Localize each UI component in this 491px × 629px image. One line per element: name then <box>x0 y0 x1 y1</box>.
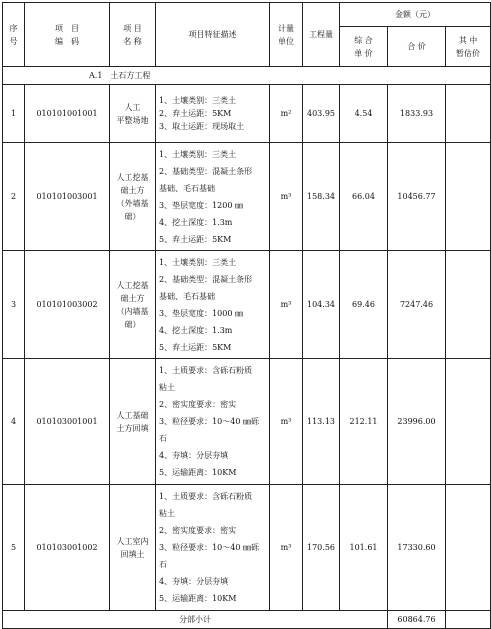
row-qty: 158.34 <box>303 143 340 251</box>
row-unit-price: 4.54 <box>340 85 388 143</box>
row-code: 010101003002 <box>25 251 110 359</box>
header-name: 项 目 名 称 <box>110 3 156 67</box>
row-unit: m³ <box>270 359 303 485</box>
row-code: 010101001001 <box>25 85 110 143</box>
row-provisional <box>446 85 491 143</box>
header-provisional: 其 中 暂估价 <box>446 27 491 67</box>
row-provisional <box>446 143 491 251</box>
row-provisional <box>446 485 491 611</box>
row-total: 1833.93 <box>388 85 446 143</box>
header-seq: 序 号 <box>3 3 25 67</box>
row-code: 010103001001 <box>25 359 110 485</box>
subtotal-label: 分部小计 <box>3 611 388 629</box>
row-code: 010101003001 <box>25 143 110 251</box>
table-row <box>3 485 491 611</box>
table-row <box>3 359 491 485</box>
table-row <box>3 85 491 143</box>
row-provisional <box>446 251 491 359</box>
row-total: 10456.77 <box>388 143 446 251</box>
row-unit: m³ <box>270 143 303 251</box>
row-qty: 403.95 <box>303 85 340 143</box>
row-name: 人工 平整场地 <box>110 85 156 143</box>
row-qty: 104.34 <box>303 251 340 359</box>
row-unit-price: 69.46 <box>340 251 388 359</box>
row-desc: 1、土质要求：含砾石粉质 粘土 2、密实度要求：密实 3、粒径要求：10～40 ㎜砾 石 4、夯填：分层夯填 5、运输距离：10KM <box>156 485 270 611</box>
section-title: A.1 土石方工程 <box>3 67 491 85</box>
row-name: 人工室内 回填土 <box>110 485 156 611</box>
row-seq: 4 <box>3 359 25 485</box>
row-unit-price: 101.61 <box>340 485 388 611</box>
table-row <box>3 251 491 359</box>
row-unit: m³ <box>270 485 303 611</box>
header-total: 合 价 <box>388 27 446 67</box>
section-row <box>3 67 491 85</box>
row-total: 7247.46 <box>388 251 446 359</box>
row-seq: 3 <box>3 251 25 359</box>
bill-of-quantities-table <box>2 2 491 629</box>
header-row-1 <box>3 3 491 27</box>
header-unit: 计量 单位 <box>270 3 303 67</box>
header-desc: 项目特征描述 <box>156 3 270 67</box>
row-unit: m³ <box>270 251 303 359</box>
header-unit-price: 综 合 单 价 <box>340 27 388 67</box>
row-name: 人工挖基 础土方 （外墙基 础） <box>110 143 156 251</box>
row-unit-price: 212.11 <box>340 359 388 485</box>
subtotal-provisional <box>446 611 491 629</box>
row-provisional <box>446 359 491 485</box>
row-code: 010103001002 <box>25 485 110 611</box>
row-desc: 1、土质要求：含砾石粉质 粘土 2、密实度要求：密实 3、粒径要求：10～40 ㎜砾 石 4、夯填：分层夯填 5、运输距离：10KM <box>156 359 270 485</box>
row-seq: 2 <box>3 143 25 251</box>
row-desc: 1、土壤类别：三类土 2、基础类型：混凝土条形 基础、毛石基础 3、垫层宽度：1200 ㎜ 4、挖土深度：1.3m 5、弃土运距：5KM <box>156 143 270 251</box>
row-desc: 1、土壤类别：三类土 2、弃土运距：5KM 3、取土运距：现场取土 <box>156 85 270 143</box>
row-name: 人工基础 土方回填 <box>110 359 156 485</box>
row-qty: 113.13 <box>303 359 340 485</box>
row-unit-price: 66.04 <box>340 143 388 251</box>
table-row <box>3 143 491 251</box>
header-code: 项 目 编 码 <box>25 3 110 67</box>
row-desc: 1、土壤类别：三类土 2、基础类型：混凝土条形 基础、毛石基础 3、垫层宽度：1000 ㎜ 4、挖土深度：1.3m 5、弃土运距：5KM <box>156 251 270 359</box>
subtotal-row <box>3 611 491 629</box>
header-amount: 金额（元） <box>340 3 491 27</box>
header-qty: 工程量 <box>303 3 340 67</box>
row-name: 人工挖基 础土方 （内墙基 础） <box>110 251 156 359</box>
row-seq: 5 <box>3 485 25 611</box>
row-seq: 1 <box>3 85 25 143</box>
subtotal-value: 60864.76 <box>388 611 446 629</box>
row-unit: m² <box>270 85 303 143</box>
row-total: 17330.60 <box>388 485 446 611</box>
row-total: 23996.00 <box>388 359 446 485</box>
row-qty: 170.56 <box>303 485 340 611</box>
